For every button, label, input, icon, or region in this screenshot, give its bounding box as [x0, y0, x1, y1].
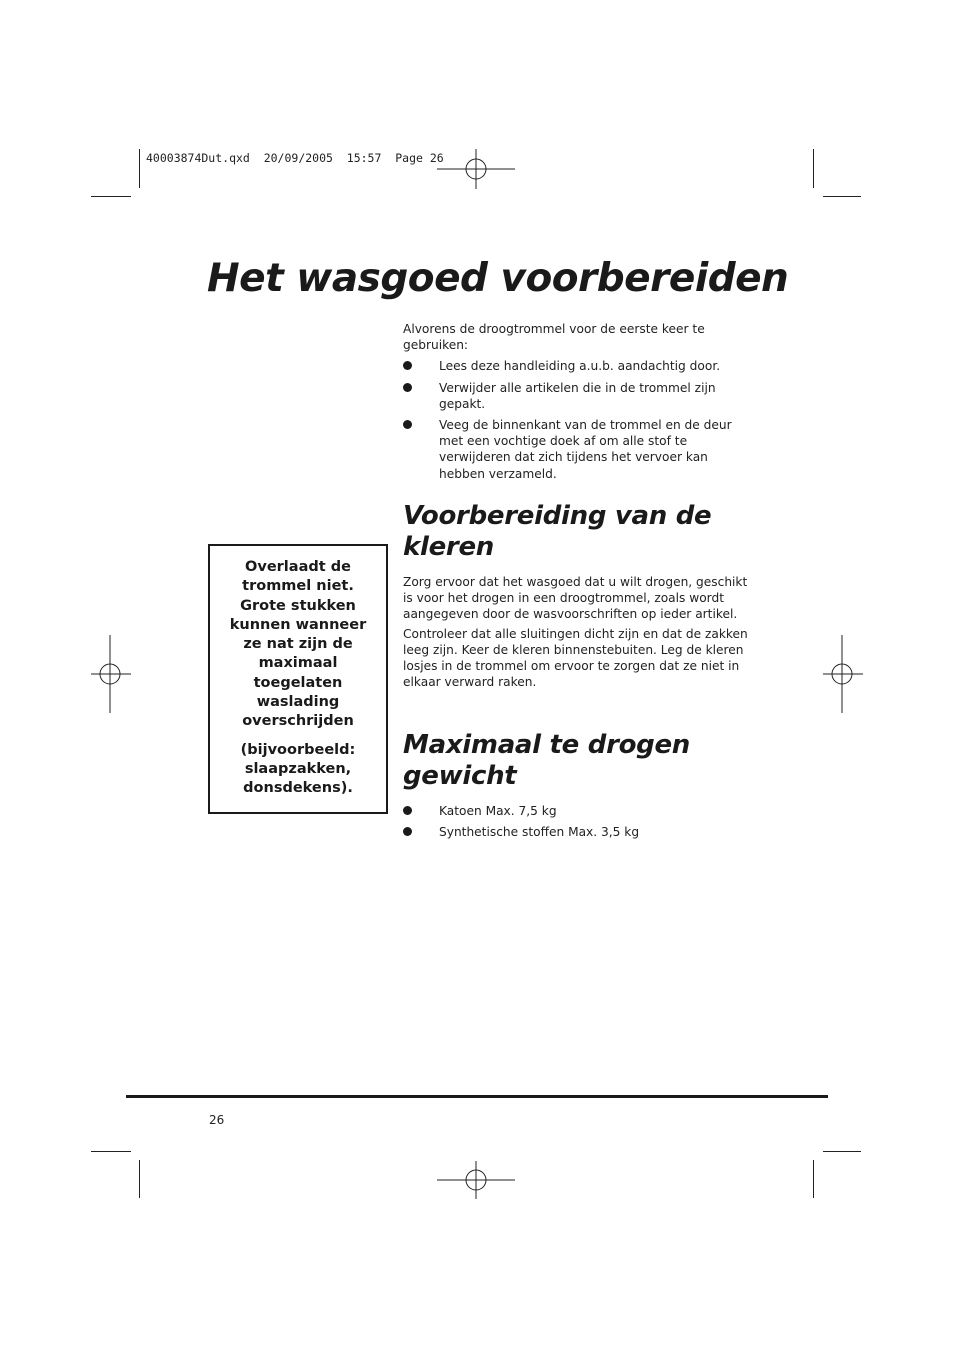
intro-text: Alvorens de droogtrommel voor de eerste keer te gebruiken:	[403, 322, 705, 353]
list-item-text: Synthetische stoffen Max. 3,5 kg	[439, 825, 640, 840]
warning-box	[208, 544, 388, 814]
list-item-text: Veeg de binnenkant van de trommel en de deur met een vochtige doek af om alle stof te verwijderen dat zich tijdens het vervoer kan hebben verzameld.	[439, 418, 732, 481]
page-title: Het wasgoed voorbereiden	[207, 256, 789, 301]
clothes-section	[403, 574, 748, 690]
footer-rule	[126, 1095, 828, 1098]
crop-mark	[823, 196, 861, 197]
paragraph: Controleer dat alle sluitingen dicht zijn en dat de zakken leeg zijn. Keer de kleren binnenstebuiten. Leg de kleren losjes in de trommel om ervoor te zorgen dat ze niet in elkaar verward raken.	[403, 626, 748, 690]
registration-mark-icon	[91, 635, 131, 713]
crop-mark	[823, 1151, 861, 1152]
bullet-icon	[403, 420, 412, 429]
list-item-text: Katoen Max. 7,5 kg	[439, 804, 557, 818]
crop-mark	[813, 149, 814, 188]
list-item	[403, 380, 748, 412]
paragraph: Zorg ervoor dat het wasgoed dat u wilt drogen, geschikt is voor het drogen in een droogtrommel, zoals wordt aangegeven door de wasvoorschriften op ieder artikel.	[403, 575, 748, 622]
warning-text: Overlaadt de trommel niet. Grote stukken kunnen wanneer ze nat zijn de maximaal toegelaten waslading overschrijden	[229, 559, 367, 730]
registration-mark-icon	[437, 149, 515, 189]
crop-mark	[139, 1160, 140, 1198]
page-number: 26	[209, 1113, 225, 1127]
weight-list	[403, 803, 748, 840]
list-item	[403, 824, 748, 840]
weight-section	[403, 798, 748, 845]
crop-mark	[813, 1160, 814, 1198]
crop-mark	[139, 149, 140, 188]
registration-mark-icon	[823, 635, 863, 713]
section-heading-clothes: Voorbereiding van de kleren	[403, 501, 712, 562]
intro-list	[403, 358, 748, 481]
printer-slug: 40003874Dut.qxd 20/09/2005 15:57 Page 26	[146, 151, 444, 165]
bullet-icon	[403, 361, 412, 370]
list-item-text: Lees deze handleiding a.u.b. aandachtig door.	[439, 359, 721, 374]
list-item	[403, 358, 748, 374]
list-item	[403, 803, 748, 819]
bullet-icon	[403, 806, 412, 815]
list-item	[403, 417, 748, 482]
registration-mark-icon	[437, 1161, 515, 1199]
section-heading-weight: Maximaal te drogen gewicht	[403, 730, 691, 791]
crop-mark	[91, 1151, 131, 1152]
bullet-icon	[403, 383, 412, 392]
list-item-text: Verwijder alle artikelen die in de trommel zijn gepakt.	[439, 380, 716, 411]
crop-mark	[91, 196, 131, 197]
bullet-icon	[403, 827, 412, 836]
warning-example: (bijvoorbeeld: slaapzakken, donsdekens).	[240, 741, 356, 797]
intro-section	[403, 321, 748, 487]
